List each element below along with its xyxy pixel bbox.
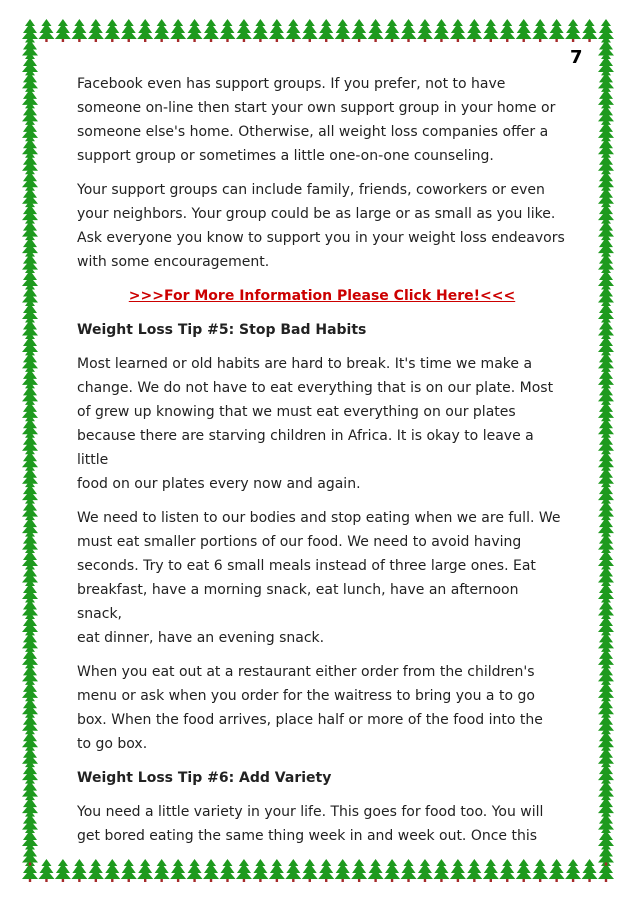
christmas-tree-icon	[203, 19, 219, 42]
christmas-tree-icon	[532, 19, 548, 42]
paragraph-variety: You need a little variety in your life. This goes for food too. You will get bored eating the same thing week in and week out. Once this	[77, 804, 544, 844]
christmas-tree-icon	[154, 19, 170, 42]
christmas-tree-icon	[368, 859, 384, 882]
christmas-tree-icon	[516, 859, 532, 882]
christmas-tree-icon	[302, 859, 318, 882]
christmas-tree-icon	[351, 859, 367, 882]
christmas-tree-icon	[384, 859, 400, 882]
christmas-tree-icon	[187, 19, 203, 42]
christmas-tree-icon	[302, 19, 318, 42]
christmas-tree-icon	[236, 19, 252, 42]
christmas-tree-icon	[88, 859, 104, 882]
christmas-tree-icon	[38, 19, 54, 42]
christmas-tree-icon	[450, 859, 466, 882]
christmas-tree-icon	[516, 19, 532, 42]
christmas-tree-icon	[499, 859, 515, 882]
christmas-tree-icon	[549, 859, 565, 882]
christmas-tree-icon	[170, 19, 186, 42]
more-info-line	[77, 284, 567, 308]
christmas-tree-icon	[483, 859, 499, 882]
christmas-tree-icon	[483, 19, 499, 42]
christmas-tree-icon	[384, 19, 400, 42]
christmas-tree-icon	[565, 19, 581, 42]
paragraph-eating-out: When you eat out at a restaurant either order from the children's menu or ask when you order for the waitress to bring you a to go box. When the food arrives, place half or more of the food into the to go box.	[77, 664, 543, 752]
paragraph-support-groups: Facebook even has support groups. If you prefer, not to have someone on-line then start your own support group in your home or someone else's home. Otherwise, all weight loss companies offer a support group or sometimes a little one-on-one counseling.	[77, 76, 556, 164]
christmas-tree-icon	[532, 859, 548, 882]
christmas-tree-icon	[269, 859, 285, 882]
christmas-tree-icon	[466, 19, 482, 42]
christmas-tree-icon	[318, 19, 334, 42]
christmas-tree-icon	[104, 859, 120, 882]
christmas-tree-icon	[252, 19, 268, 42]
christmas-tree-icon	[55, 19, 71, 42]
heading-tip-5: Weight Loss Tip #5: Stop Bad Habits	[77, 322, 367, 338]
christmas-tree-icon	[55, 859, 71, 882]
christmas-tree-icon	[401, 19, 417, 42]
paragraph-listen-to-body: We need to listen to our bodies and stop eating when we are full. We must eat smaller portions of our food. We need to avoid having seconds. Try to eat 6 small meals instead of three large ones. Eat breakfast, have a morning snack, eat lunch, have an afternoon snack, eat dinner, have an evening snack.	[77, 510, 561, 646]
christmas-tree-icon	[236, 859, 252, 882]
christmas-tree-icon	[88, 19, 104, 42]
christmas-tree-icon	[549, 19, 565, 42]
paragraph-support-members: Your support groups can include family, friends, coworkers or even your neighbors. Your group could be as large or as small as you like. Ask everyone you know to support you in your weight loss endeavors with some encouragement.	[77, 182, 565, 270]
christmas-tree-icon	[450, 19, 466, 42]
christmas-tree-icon	[252, 859, 268, 882]
paragraph-bad-habits: Most learned or old habits are hard to break. It's time we make a change. We do not have to eat everything that is on our plate. Most of grew up knowing that we must eat everything on our plates because there are starving children in Africa. It is okay to leave a little food on our plates every now and again.	[77, 356, 554, 492]
christmas-tree-icon	[582, 859, 598, 882]
christmas-tree-icon	[466, 859, 482, 882]
christmas-tree-icon	[417, 19, 433, 42]
christmas-tree-icon	[269, 19, 285, 42]
christmas-tree-icon	[335, 859, 351, 882]
christmas-tree-icon	[187, 859, 203, 882]
christmas-tree-icon	[121, 859, 137, 882]
christmas-tree-icon	[219, 19, 235, 42]
christmas-tree-icon	[318, 859, 334, 882]
christmas-tree-icon	[335, 19, 351, 42]
christmas-tree-icon	[71, 859, 87, 882]
page-content	[77, 72, 567, 858]
christmas-tree-icon	[285, 19, 301, 42]
christmas-tree-icon	[203, 859, 219, 882]
christmas-tree-icon	[38, 859, 54, 882]
christmas-tree-icon	[71, 19, 87, 42]
christmas-tree-icon	[417, 859, 433, 882]
christmas-tree-icon	[582, 19, 598, 42]
page-number: 7	[570, 47, 583, 68]
christmas-tree-icon	[104, 19, 120, 42]
christmas-tree-icon	[285, 859, 301, 882]
christmas-tree-icon	[565, 859, 581, 882]
christmas-tree-icon	[170, 859, 186, 882]
more-info-link[interactable]: >>>For More Information Please Click Here!<<<	[128, 288, 516, 304]
christmas-tree-icon	[137, 19, 153, 42]
christmas-tree-icon	[368, 19, 384, 42]
christmas-tree-icon	[154, 859, 170, 882]
christmas-tree-icon	[137, 859, 153, 882]
christmas-tree-icon	[351, 19, 367, 42]
christmas-tree-icon	[499, 19, 515, 42]
christmas-tree-icon	[433, 859, 449, 882]
heading-tip-6: Weight Loss Tip #6: Add Variety	[77, 770, 332, 786]
christmas-tree-icon	[219, 859, 235, 882]
christmas-tree-icon	[433, 19, 449, 42]
christmas-tree-icon	[121, 19, 137, 42]
christmas-tree-icon	[401, 859, 417, 882]
